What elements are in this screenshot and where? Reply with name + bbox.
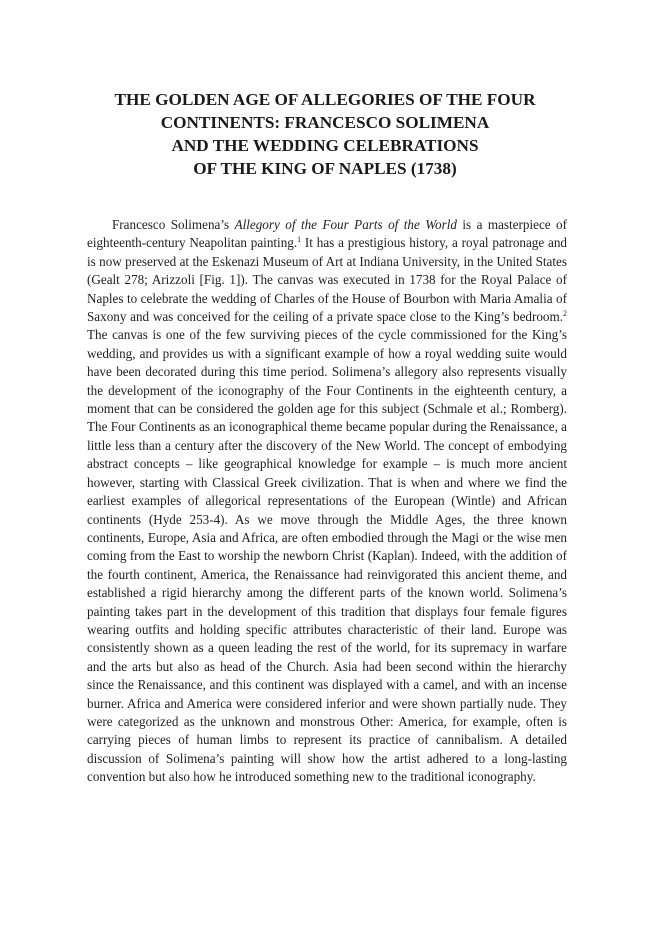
body-paragraph <box>87 216 567 787</box>
footnote-marker-2[interactable]: 2 <box>563 309 567 319</box>
title-line-1: THE GOLDEN AGE OF ALLEGORIES OF THE FOUR <box>114 90 536 109</box>
paragraph-text-2: is a masterpiece of eighteenth-century Neapolitan painting. <box>87 217 568 251</box>
title-line-2: CONTINENTS: FRANCESCO SOLIMENA <box>160 113 490 132</box>
paragraph-text-3: It has a prestigious history, a royal patronage and is now preserved at the Eskenazi Museum of Art at Indiana University, in the United States (Gealt 278; Arizzoli [Fig. 1]). The canvas was executed in 1738 for the Royal Palace of Naples to celebrate the wedding of Charles of the House of Bourbon with Maria Amalia of Saxony and was conceived for the ceiling of a private space close to the King’s bedroom. <box>87 235 567 325</box>
artwork-title: Allegory of the Four Parts of the World <box>234 217 457 232</box>
article-title <box>80 88 570 180</box>
paragraph-text-1: Francesco Solimena’s <box>112 217 235 232</box>
title-line-4: OF THE KING OF NAPLES (1738) <box>193 159 457 178</box>
paragraph-text-4: The canvas is one of the few surviving pieces of the cycle commissioned for the King’s wedding, and provides us with a significant example of how a royal wedding suite would have been decorated during this time period. Solimena’s allegory also represents visually the development of the iconography of the Four Continents in the eighteenth century, a moment that can be considered the golden age for this subject (Schmale et al.; Romberg). The Four Continents as an iconographical theme became popular during the Renaissance, a little less than a century after the discovery of the New World. The concept of embodying abstract concepts – like geographical knowledge for example – is much more ancient however, starting with Classical Greek civilization. That is when and where we find the earliest examples of allegorical representations of the European (Wintle) and African continents (Hyde 253-4). As we move through the Middle Ages, the three known continents, Europe, Asia and Africa, are often embodied through the Magi or the wise men coming from the East to worship the newborn Christ (Kaplan). Indeed, with the addition of the fourth continent, America, the Renaissance had reinvigorated this ancient theme, and established a rigid hierarchy among the different parts of the known world. Solimena’s painting takes part in the development of this tradition that displays four female figures wearing outfits and holding specific attributes characteristic of their land. Europe was consistently shown as a queen leading the rest of the world, for its supremacy in warfare and the arts but also as head of the Church. Asia had been second within the hierarchy since the Renaissance, and this continent was displayed with a camel, and with an incense burner. Africa and America were considered inferior and were shown partially nude. They were categorized as the unknown and monstrous Other: America, for example, often is carrying pieces of human limbs to represent its practice of cannibalism. A detailed discussion of Solimena’s painting will show how the artist adhered to a long-lasting convention but also how he introduced something new to the traditional iconography. <box>87 327 567 785</box>
title-line-3: AND THE WEDDING CELEBRATIONS <box>171 136 479 155</box>
footnote-marker-1[interactable]: 1 <box>297 235 302 245</box>
